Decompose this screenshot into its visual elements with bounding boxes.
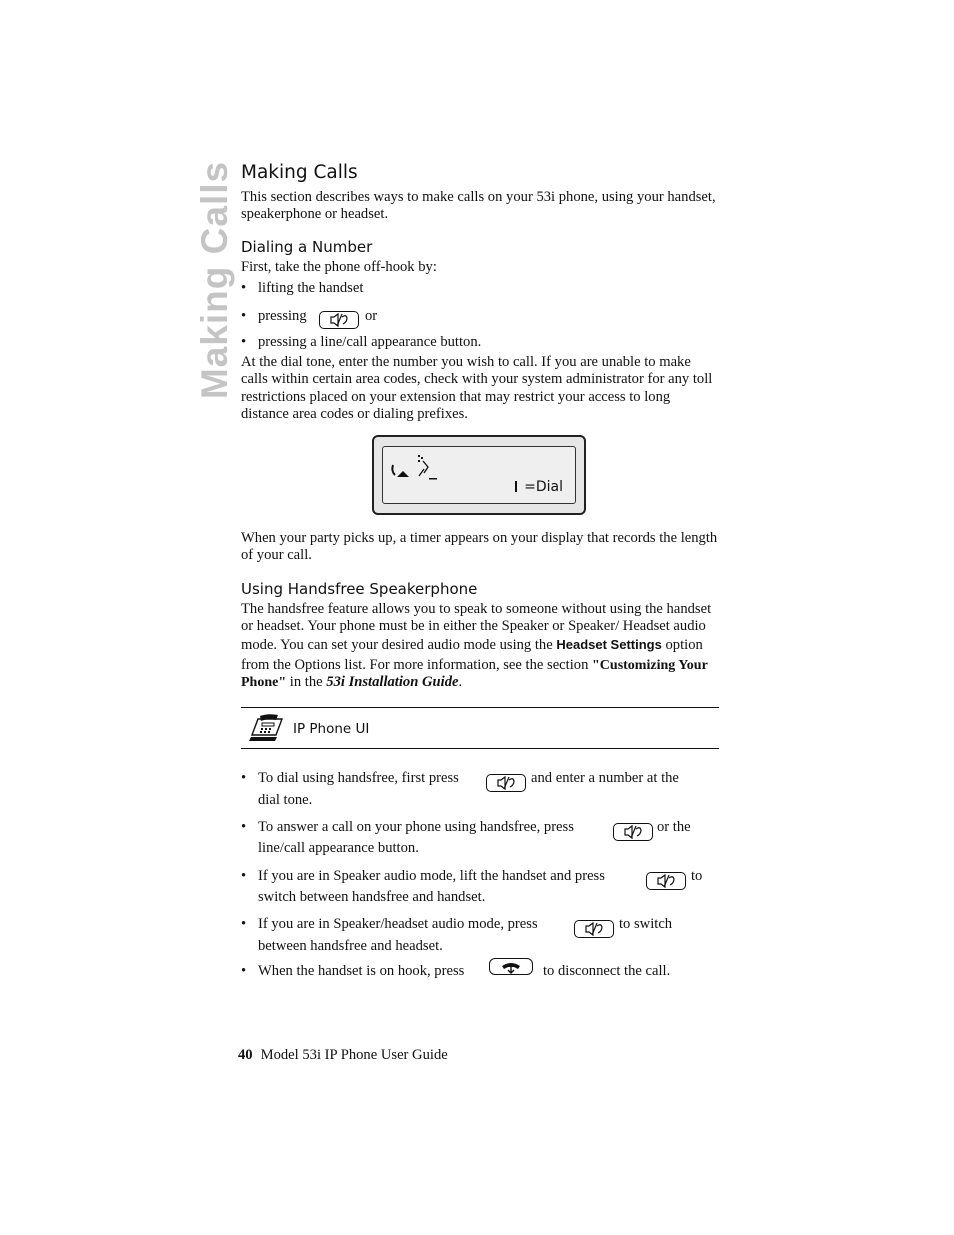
dialing-title: Dialing a Number xyxy=(241,238,373,256)
section-title: Making Calls xyxy=(241,162,358,183)
list-item: • To answer a call on your phone using handsfree, press or the line/call appearance button. xyxy=(241,819,691,856)
goodbye-key-icon xyxy=(489,958,533,975)
speaker-key-icon xyxy=(613,823,653,841)
phone-display-screen xyxy=(382,446,576,504)
list-item: • When the handset is on hook, press to disconnect the call. xyxy=(241,963,671,979)
page-number: 40 xyxy=(238,1047,253,1063)
list-item: • pressing xyxy=(241,308,307,324)
list-item: • pressing a line/call appearance button. xyxy=(241,334,482,350)
speaker-key-icon xyxy=(646,872,686,890)
dialing-paragraph: At the dial tone, enter the number you wish to call. If you are unable to make calls within certain area codes, check with your system administrator for any toll restrictions placed on your extension that may restrict your access to long distance area codes or dialing prefixes. xyxy=(241,354,713,422)
ui-box-bottom-rule xyxy=(241,748,719,749)
ui-box-top-rule xyxy=(241,707,719,708)
phone-display xyxy=(372,435,586,515)
handsfree-paragraph: The handsfree feature allows you to speak to someone without using the handset or headset. Your phone must be in either the Speaker or Speaker/ Headset audio mode. You can set your desired audio mode using the Headset Settings option from the Options list. For more information, see the section "Customizing Your Phone" in the 53i Installation Guide. xyxy=(241,601,712,691)
ui-box-label: IP Phone UI xyxy=(293,721,370,737)
list-item: • If you are in Speaker/headset audio mode, press to switch between handsfree and headset. xyxy=(241,916,673,954)
speaker-key-icon xyxy=(319,311,359,329)
section-intro: This section describes ways to make calls on your 53i phone, using your handset, speakerphone or headset. xyxy=(241,189,716,223)
dial-softkey-label: =Dial xyxy=(515,479,563,495)
section-reference: "Customizing Your Phone" xyxy=(241,657,708,691)
phone-icon xyxy=(248,713,286,743)
handsfree-title: Using Handsfree Speakerphone xyxy=(241,580,478,598)
list-item: • lifting the handset xyxy=(241,280,364,296)
list-item: • If you are in Speaker audio mode, lift the handset and press to switch between handsfree and handset. xyxy=(241,868,703,905)
softkey-arrow-icon xyxy=(515,481,523,492)
side-tab-title: Making Calls xyxy=(194,160,235,400)
after-display-text: When your party picks up, a timer appears on your display that records the length of your call. xyxy=(241,530,718,564)
speaker-key-icon xyxy=(486,774,526,792)
headset-settings-ref: Headset Settings xyxy=(556,636,662,652)
guide-reference: 53i Installation Guide xyxy=(326,674,459,691)
footer-title: Model 53i IP Phone User Guide xyxy=(260,1047,448,1063)
handset-offhook-icon xyxy=(389,453,439,483)
speaker-key-icon xyxy=(574,920,614,938)
dialing-lead: First, take the phone off-hook by: xyxy=(241,259,437,275)
list-item-suffix: or xyxy=(365,308,378,324)
list-item: • To dial using handsfree, first press and enter a number at the dial tone. xyxy=(241,770,679,808)
page-footer xyxy=(238,1047,448,1064)
